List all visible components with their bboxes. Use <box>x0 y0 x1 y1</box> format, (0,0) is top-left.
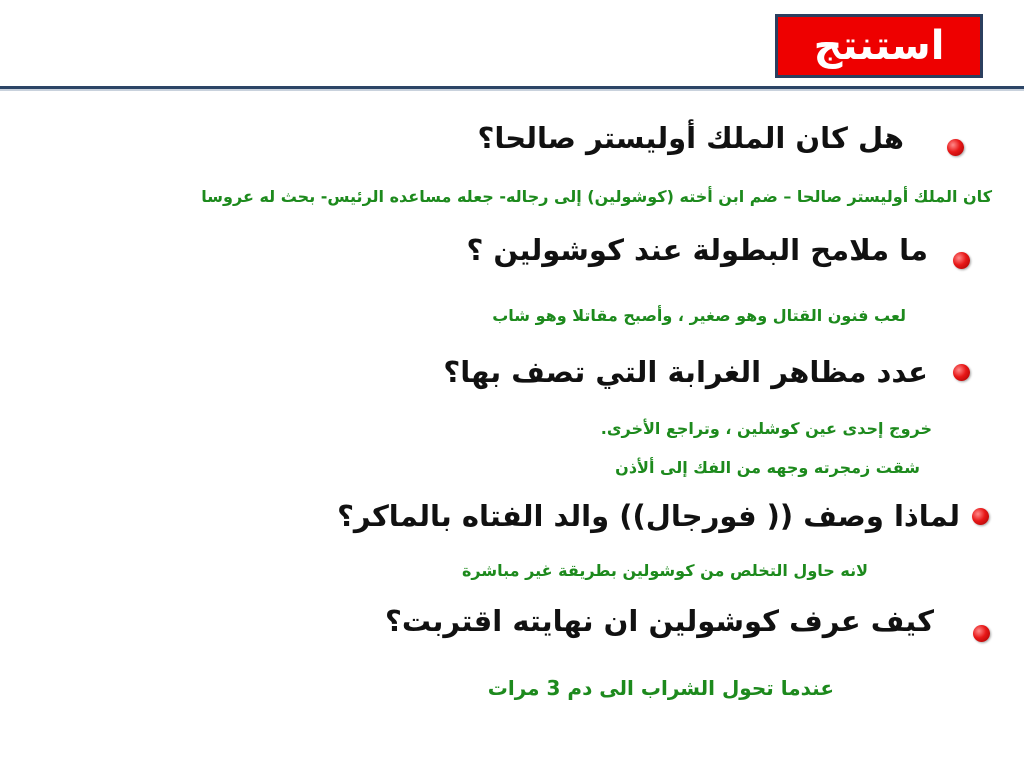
bullet-icon <box>953 364 970 381</box>
answer-4: لانه حاول التخلص من كوشولين بطريقة غير مباشرة <box>461 561 868 580</box>
answer-5: عندما تحول الشراب الى دم 3 مرات <box>487 676 834 700</box>
question-1: هل كان الملك أوليستر صالحا؟ <box>477 121 904 155</box>
question-4: لماذا وصف (( فورجال)) والد الفتاه بالماكر؟ <box>337 499 960 533</box>
question-2: ما ملامح البطولة عند كوشولين ؟ <box>466 233 928 267</box>
bullet-icon <box>972 508 989 525</box>
bullet-icon <box>973 625 990 642</box>
slide-title: استنتج <box>775 14 983 78</box>
question-5: كيف عرف كوشولين ان نهايته اقتربت؟ <box>385 604 934 638</box>
answer-1: كان الملك أوليستر صالحا – ضم ابن أخته (كوشولين) إلى رجاله- جعله مساعده الرئيس- بحث له عروسا <box>201 187 992 206</box>
bullet-icon <box>947 139 964 156</box>
answer-2: لعب فنون القتال وهو صغير ، وأصبح مقاتلا وهو شاب <box>492 306 906 325</box>
answer-3b: شقت زمجرته وجهه من الفك إلى ألأذن <box>615 458 920 477</box>
answer-3a: خروج إحدى عين كوشلين ، وتراجع الأخرى. <box>600 419 932 438</box>
question-3: عدد مظاهر الغرابة التي تصف بها؟ <box>443 355 928 389</box>
bullet-icon <box>953 252 970 269</box>
header-divider-shadow <box>0 89 1024 91</box>
